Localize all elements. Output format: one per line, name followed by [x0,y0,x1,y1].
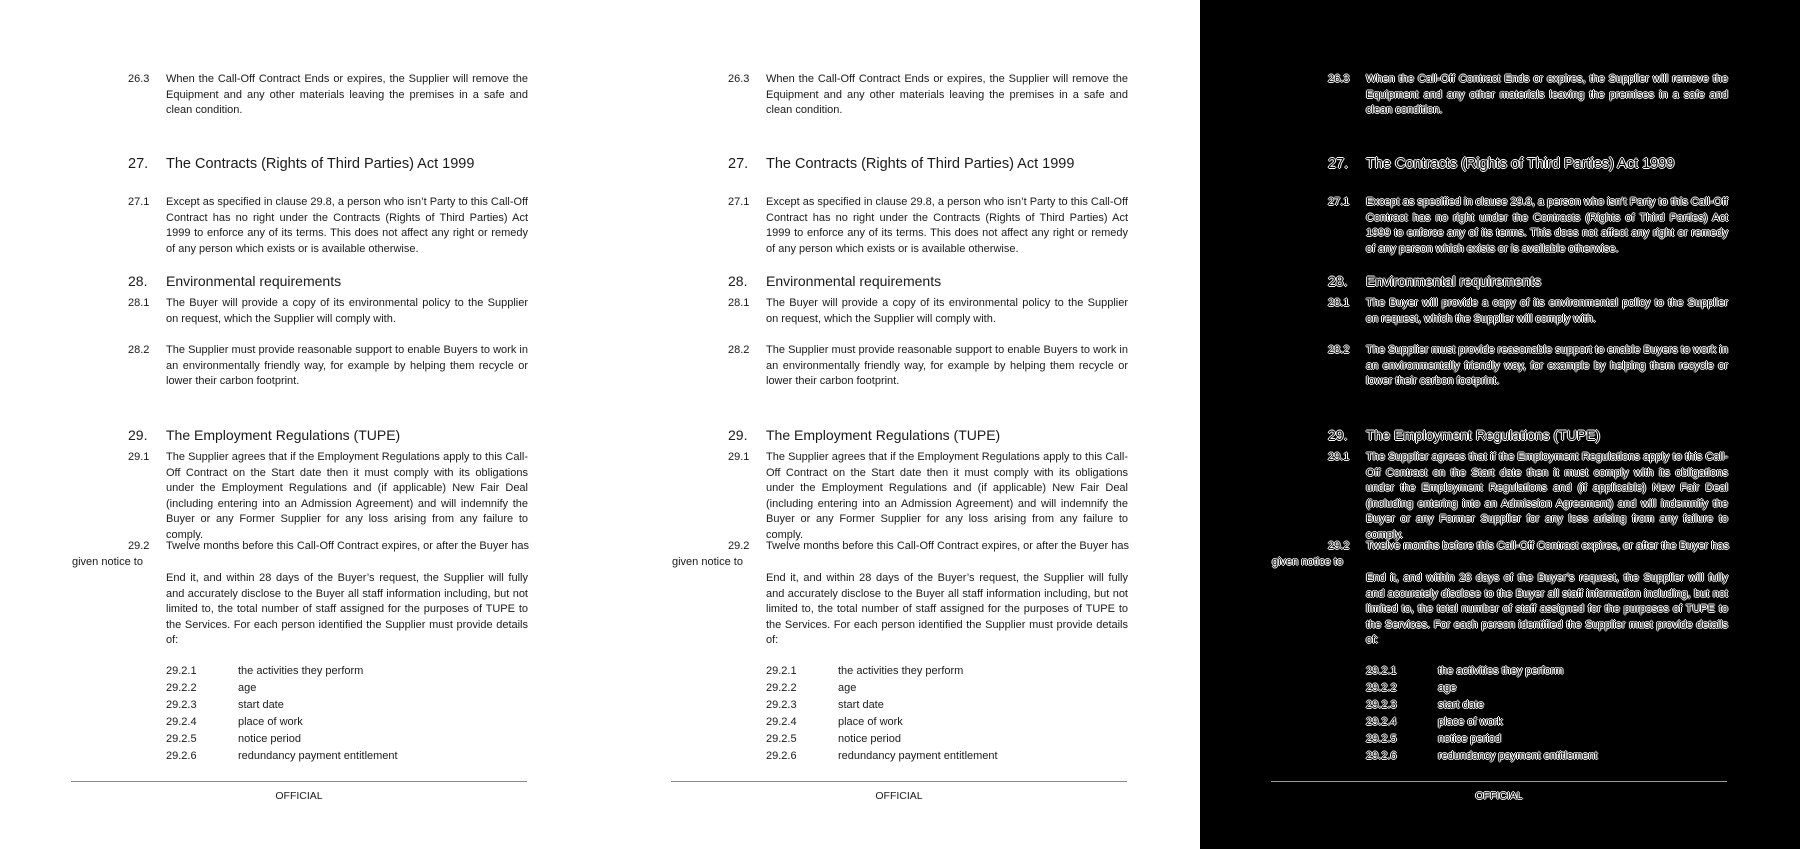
sub-clause-number: 29.2.1 [766,665,797,677]
section-number: 28. [128,273,148,289]
clause-text: When the Call-Off Contract Ends or expires, the Supplier will remove the Equipment and any other materials leaving the premises in a safe and clean condition. [1366,73,1728,116]
document-page-3-inverted [1200,0,1800,849]
clause-number: 29.1 [128,451,150,463]
clause-continuation: End it, and within 28 days of the Buyer’s request, the Supplier will fully and accurately disclose to the Buyer all staff information including, but not limited to, the total number of staff assigned for the purposes of TUPE to the Services. For each person identified the Supplier must provide details of: [166,572,528,646]
clause-text: Twelve months before this Call-Off Contract expires, or after the Buyer has [766,540,1129,552]
footer-divider [71,781,527,782]
sub-clause-text: redundancy payment entitlement [838,750,998,762]
clause-text: The Buyer will provide a copy of its environmental policy to the Supplier on request, which the Supplier will comply with. [166,297,528,325]
sub-clause-text: notice period [238,733,301,745]
clause-number: 26.3 [1328,73,1350,85]
sub-clause-text: age [1438,682,1457,694]
clause-number: 29.2 [128,540,150,552]
sub-clause-number: 29.2.5 [766,733,797,745]
clause-number: 29.2 [1328,540,1350,552]
clause-text: When the Call-Off Contract Ends or expires, the Supplier will remove the Equipment and any other materials leaving the premises in a safe and clean condition. [166,73,528,116]
section-number: 27. [1328,156,1349,172]
sub-clause-text: redundancy payment entitlement [238,750,398,762]
clause-text-wrapped: given notice to [1272,556,1343,568]
footer-label: OFFICIAL [875,790,923,802]
clause-number: 28.1 [128,297,150,309]
sub-clause-number: 29.2.3 [166,699,197,711]
sub-clause-text: place of work [238,716,303,728]
section-number: 27. [128,156,149,172]
clause-number: 29.1 [1328,451,1350,463]
sub-clause-text: start date [838,699,884,711]
sub-clause-text: the activities they perform [838,665,964,677]
clause-text: Except as specified in clause 29.8, a person who isn’t Party to this Call-Off Contract has no right under the Contracts (Rights of Third Parties) Act 1999 to enforce any of its terms. This does not affect any right or remedy of any person which exists or is available otherwise. [1366,196,1728,255]
clause-text-wrapped: given notice to [72,556,143,568]
sub-clause-text: age [838,682,857,694]
clause-number: 27.1 [728,196,750,208]
sub-clause-text: redundancy payment entitlement [1438,750,1598,762]
clause-text: Twelve months before this Call-Off Contract expires, or after the Buyer has [166,540,529,552]
clause-text: When the Call-Off Contract Ends or expires, the Supplier will remove the Equipment and any other materials leaving the premises in a safe and clean condition. [766,73,1128,116]
clause-number: 28.1 [1328,297,1350,309]
section-number: 27. [728,156,749,172]
sub-clause-number: 29.2.2 [166,682,197,694]
document-page-content [0,0,600,849]
sub-clause-text: notice period [1438,733,1501,745]
sub-clause-number: 29.2.1 [166,665,197,677]
footer-divider [1271,781,1727,782]
clause-number: 28.2 [128,344,150,356]
section-heading: Environmental requirements [1366,273,1542,289]
section-heading: The Contracts (Rights of Third Parties) Act 1999 [1366,156,1675,172]
clause-text: Twelve months before this Call-Off Contract expires, or after the Buyer has [1366,540,1729,552]
sub-clause-text: the activities they perform [238,665,364,677]
clause-continuation: End it, and within 28 days of the Buyer’s request, the Supplier will fully and accurately disclose to the Buyer all staff information including, but not limited to, the total number of staff assigned for the purposes of TUPE to the Services. For each person identified the Supplier must provide details of: [1366,572,1728,646]
clause-number: 28.1 [728,297,750,309]
sub-clause-text: place of work [1438,716,1503,728]
footer-divider [671,781,1127,782]
sub-clause-number: 29.2.5 [166,733,197,745]
section-heading: The Contracts (Rights of Third Parties) Act 1999 [766,156,1075,172]
section-heading: Environmental requirements [166,273,342,289]
clause-text: The Supplier agrees that if the Employment Regulations apply to this Call-Off Contract on the Start date then it must comply with its obligations under the Employment Regulations and (if applicable) New Fair Deal (including entering into an Admission Agreement) and will indemnify the Buyer or any Former Supplier for any loss arising from any failure to comply. [1366,451,1728,541]
sub-clause-text: place of work [838,716,903,728]
document-page-2 [600,0,1200,849]
clause-number: 26.3 [128,73,150,85]
sub-clause-number: 29.2.2 [1366,682,1397,694]
sub-clause-text: the activities they perform [1438,665,1564,677]
sub-clause-number: 29.2.4 [1366,716,1397,728]
section-number: 29. [128,427,148,443]
footer-label: OFFICIAL [1475,790,1523,802]
sub-clause-number: 29.2.6 [166,750,197,762]
sub-clause-text: start date [1438,699,1484,711]
section-number: 29. [1328,427,1348,443]
document-page-1 [0,0,600,849]
section-heading: The Contracts (Rights of Third Parties) Act 1999 [166,156,475,172]
clause-number: 26.3 [728,73,750,85]
clause-number: 28.2 [1328,344,1350,356]
clause-text: The Buyer will provide a copy of its environmental policy to the Supplier on request, which the Supplier will comply with. [766,297,1128,325]
clause-number: 29.1 [728,451,750,463]
clause-text: The Supplier agrees that if the Employment Regulations apply to this Call-Off Contract on the Start date then it must comply with its obligations under the Employment Regulations and (if applicable) New Fair Deal (including entering into an Admission Agreement) and will indemnify the Buyer or any Former Supplier for any loss arising from any failure to comply. [166,451,528,541]
section-number: 28. [1328,273,1348,289]
section-heading: The Employment Regulations (TUPE) [1366,427,1601,443]
clause-text: Except as specified in clause 29.8, a person who isn’t Party to this Call-Off Contract has no right under the Contracts (Rights of Third Parties) Act 1999 to enforce any of its terms. This does not affect any right or remedy of any person which exists or is available otherwise. [766,196,1128,255]
clause-text: The Buyer will provide a copy of its environmental policy to the Supplier on request, which the Supplier will comply with. [1366,297,1728,325]
clause-text: The Supplier must provide reasonable support to enable Buyers to work in an environmentally friendly way, for example by helping them recycle or lower their carbon footprint. [166,344,528,387]
clause-continuation: End it, and within 28 days of the Buyer’s request, the Supplier will fully and accurately disclose to the Buyer all staff information including, but not limited to, the total number of staff assigned for the purposes of TUPE to the Services. For each person identified the Supplier must provide details of: [766,572,1128,646]
clause-text: Except as specified in clause 29.8, a person who isn’t Party to this Call-Off Contract has no right under the Contracts (Rights of Third Parties) Act 1999 to enforce any of its terms. This does not affect any right or remedy of any person which exists or is available otherwise. [166,196,528,255]
section-heading: The Employment Regulations (TUPE) [166,427,401,443]
sub-clause-number: 29.2.3 [766,699,797,711]
sub-clause-number: 29.2.6 [1366,750,1397,762]
clause-number: 29.2 [728,540,750,552]
sub-clause-number: 29.2.3 [1366,699,1397,711]
sub-clause-number: 29.2.6 [766,750,797,762]
sub-clause-number: 29.2.5 [1366,733,1397,745]
clause-number: 27.1 [1328,196,1350,208]
document-page-content [600,0,1200,849]
clause-text: The Supplier must provide reasonable support to enable Buyers to work in an environmentally friendly way, for example by helping them recycle or lower their carbon footprint. [766,344,1128,387]
sub-clause-number: 29.2.4 [766,716,797,728]
section-number: 29. [728,427,748,443]
section-heading: The Employment Regulations (TUPE) [766,427,1001,443]
footer-label: OFFICIAL [275,790,323,802]
document-page-content [1200,0,1800,849]
clause-text: The Supplier must provide reasonable support to enable Buyers to work in an environmentally friendly way, for example by helping them recycle or lower their carbon footprint. [1366,344,1728,387]
section-heading: Environmental requirements [766,273,942,289]
sub-clause-text: age [238,682,257,694]
sub-clause-number: 29.2.4 [166,716,197,728]
sub-clause-text: notice period [838,733,901,745]
clause-number: 27.1 [128,196,150,208]
clause-number: 28.2 [728,344,750,356]
sub-clause-text: start date [238,699,284,711]
clause-text: The Supplier agrees that if the Employment Regulations apply to this Call-Off Contract on the Start date then it must comply with its obligations under the Employment Regulations and (if applicable) New Fair Deal (including entering into an Admission Agreement) and will indemnify the Buyer or any Former Supplier for any loss arising from any failure to comply. [766,451,1128,541]
sub-clause-number: 29.2.1 [1366,665,1397,677]
sub-clause-number: 29.2.2 [766,682,797,694]
section-number: 28. [728,273,748,289]
clause-text-wrapped: given notice to [672,556,743,568]
